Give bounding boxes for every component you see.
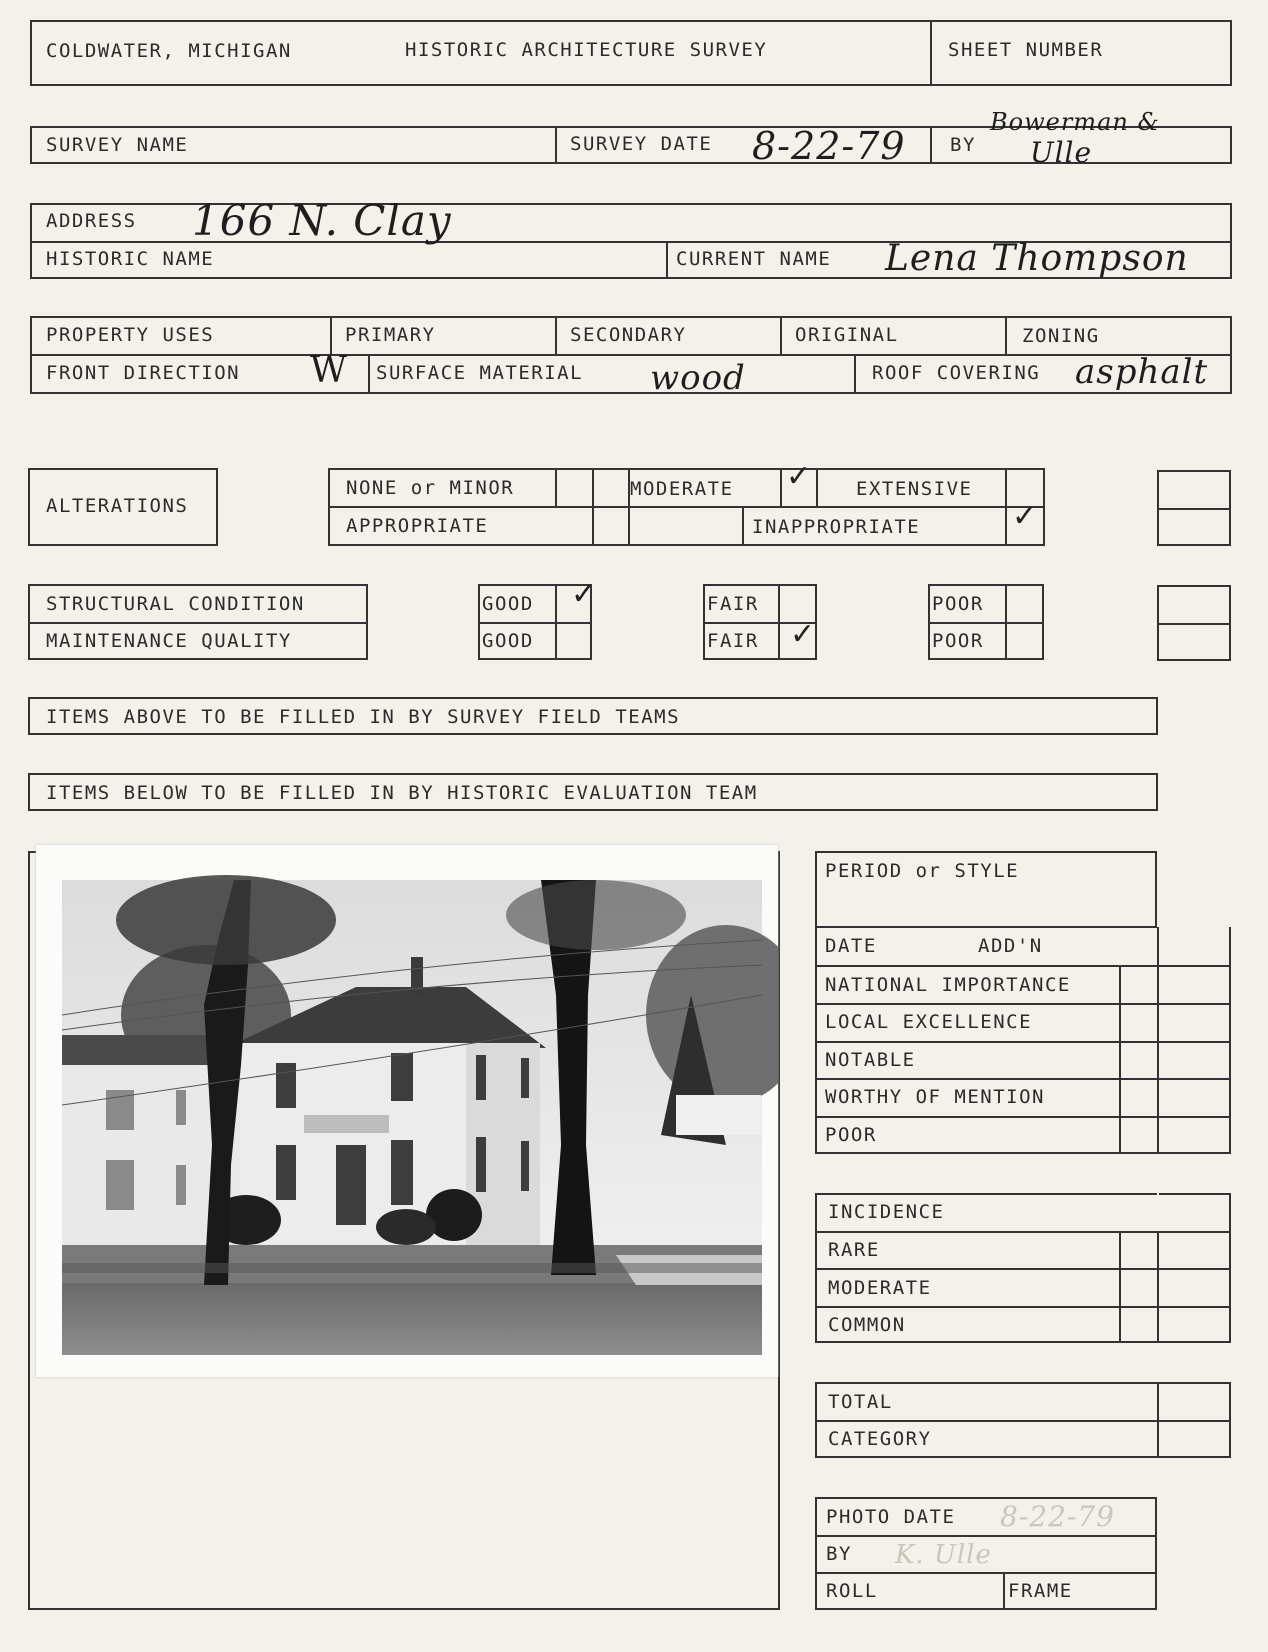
alt-inappropriate-check: ✓ (1012, 499, 1039, 534)
alt-none-minor: NONE or MINOR (346, 477, 515, 499)
maintenance-fair: FAIR (707, 630, 759, 652)
alt-extensive: EXTENSIVE (856, 478, 973, 500)
alt-moderate-check: ✓ (786, 459, 813, 494)
secondary-label: SECONDARY (570, 324, 687, 346)
survey-by-value-2: Ulle (1030, 136, 1093, 169)
incidence-label: INCIDENCE (828, 1201, 945, 1223)
zoning-label: ZONING (1022, 325, 1100, 347)
survey-by-value-1: Bowerman & (990, 108, 1160, 136)
address-label: ADDRESS (46, 210, 137, 232)
structural-poor: POOR (932, 593, 984, 615)
header-title: HISTORIC ARCHITECTURE SURVEY (405, 39, 768, 61)
current-name-label: CURRENT NAME (676, 248, 832, 270)
roll-label: ROLL (826, 1580, 878, 1602)
address-value: 166 N. Clay (192, 196, 452, 245)
national-importance: NATIONAL IMPORTANCE (825, 974, 1071, 996)
maintenance-good: GOOD (482, 630, 534, 652)
structural-fair: FAIR (707, 593, 759, 615)
maintenance-poor: POOR (932, 630, 984, 652)
roof-covering-value: asphalt (1075, 352, 1209, 392)
structural-good: GOOD (482, 593, 534, 615)
property-uses-label: PROPERTY USES (46, 324, 215, 346)
historic-name-label: HISTORIC NAME (46, 248, 215, 270)
photo-by-label: BY (826, 1543, 852, 1565)
surface-material-value: wood (650, 358, 746, 398)
photo-date-label: PHOTO DATE (826, 1506, 956, 1528)
roof-covering-label: ROOF COVERING (872, 362, 1041, 384)
front-direction-label: FRONT DIRECTION (46, 362, 241, 384)
eval-date-label: DATE (825, 935, 877, 957)
incidence-rare: RARE (828, 1239, 880, 1261)
alt-inappropriate: INAPPROPRIATE (752, 516, 921, 538)
alterations-label: ALTERATIONS (46, 495, 189, 517)
maintenance-fair-check: ✓ (790, 617, 817, 652)
survey-date-label: SURVEY DATE (570, 133, 713, 155)
eval-addn-label: ADD'N (978, 935, 1043, 957)
front-direction-value: W (310, 350, 349, 391)
period-style-label: PERIOD or STYLE (825, 860, 1020, 882)
incidence-common: COMMON (828, 1314, 906, 1336)
maintenance-quality-label: MAINTENANCE QUALITY (46, 630, 292, 652)
photo-by-value: K. Ulle (895, 1540, 992, 1570)
alt-appropriate: APPROPRIATE (346, 515, 489, 537)
survey-by-label: BY (950, 134, 976, 156)
survey-date-value: 8-22-79 (752, 124, 906, 168)
category-label: CATEGORY (828, 1428, 932, 1450)
primary-label: PRIMARY (345, 324, 436, 346)
original-label: ORIGINAL (795, 324, 899, 346)
surface-material-label: SURFACE MATERIAL (376, 362, 584, 384)
eval-poor: POOR (825, 1124, 877, 1146)
current-name-value: Lena Thompson (885, 238, 1189, 279)
house-photograph (36, 845, 778, 1377)
frame-label: FRAME (1008, 1580, 1073, 1602)
incidence-moderate: MODERATE (828, 1277, 932, 1299)
structural-condition-label: STRUCTURAL CONDITION (46, 593, 305, 615)
alt-moderate: MODERATE (630, 478, 734, 500)
notable: NOTABLE (825, 1049, 916, 1071)
total-label: TOTAL (828, 1391, 893, 1413)
header-city: COLDWATER, MICHIGAN (46, 40, 292, 62)
local-excellence: LOCAL EXCELLENCE (825, 1011, 1033, 1033)
note-above: ITEMS ABOVE TO BE FILLED IN BY SURVEY FIELD TEAMS (46, 706, 681, 728)
note-below: ITEMS BELOW TO BE FILLED IN BY HISTORIC EVALUATION TEAM (46, 782, 758, 804)
sheet-number-label: SHEET NUMBER (948, 39, 1104, 61)
survey-name-label: SURVEY NAME (46, 134, 189, 156)
worthy-of-mention: WORTHY OF MENTION (825, 1086, 1045, 1108)
house-photo-image (36, 845, 778, 1377)
photo-date-value: 8-22-79 (1000, 1500, 1115, 1533)
structural-good-check: ✓ (571, 577, 598, 612)
